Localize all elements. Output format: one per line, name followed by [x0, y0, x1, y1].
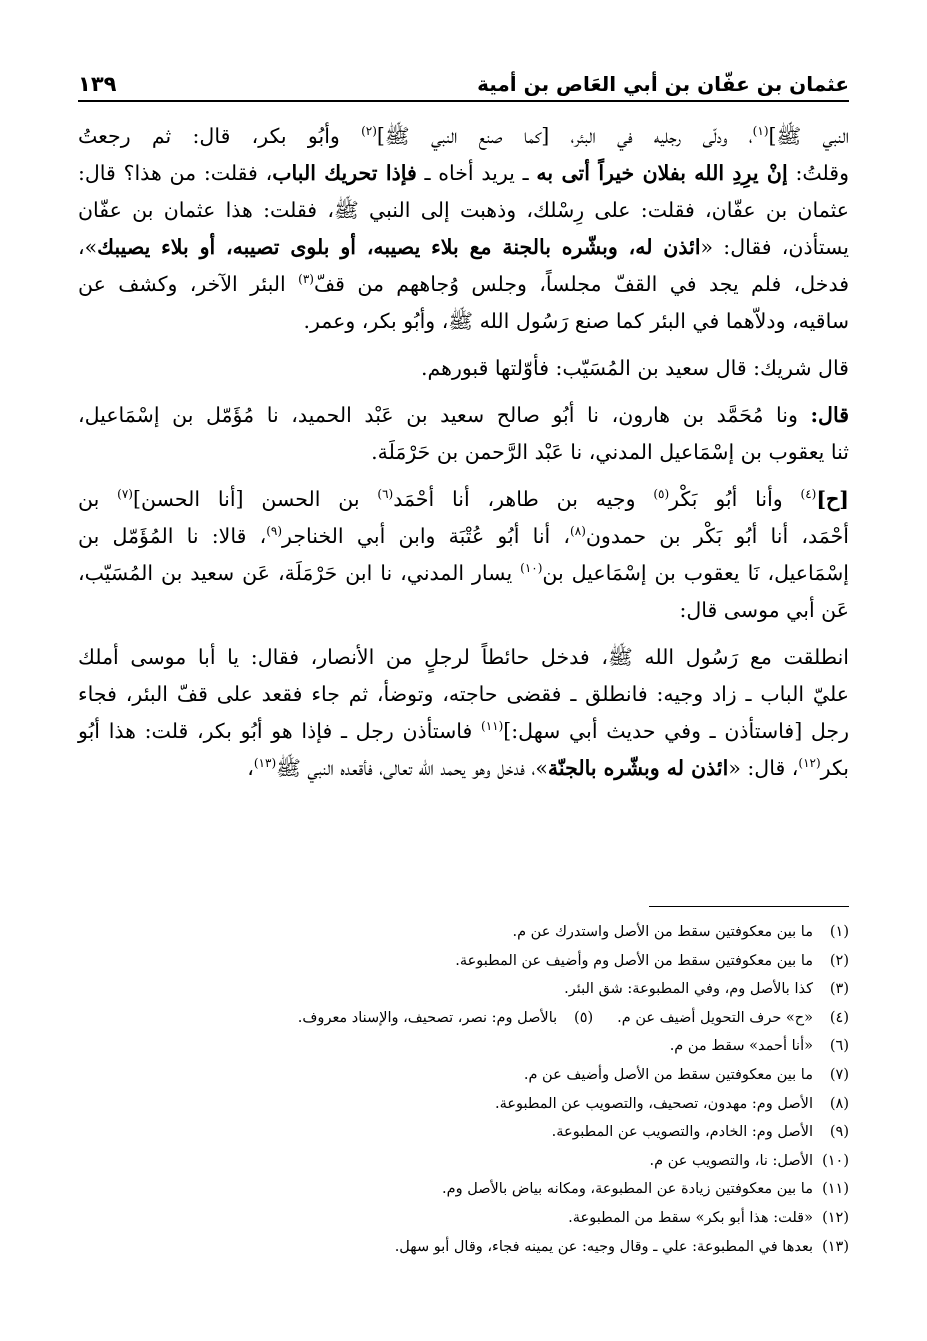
text-segment: ونا مُحَمَّد بن هارون، نا أبُو صالح سعيد بن عَبْد الحميد، نا مُؤَمّل بن إسْمَاعيل، [78, 403, 811, 427]
footnote-ref: (١) [752, 124, 769, 139]
footnote [78, 1204, 849, 1233]
footnote [78, 1032, 849, 1061]
footnotes [78, 918, 849, 1261]
footnote-text: الأصل: نا، والتصويب عن م. [649, 1152, 813, 1169]
footnote-number: (٤) [829, 1009, 849, 1026]
footnote-number: (٢) [829, 952, 849, 969]
footnote-number: (١٠) [822, 1152, 849, 1169]
text-segment: يستأذن، فقال: « [700, 235, 849, 259]
paragraph [78, 481, 849, 629]
footnote-number: (٩) [829, 1124, 849, 1141]
text-segment: ، ودلّى رجليه في البئر، [كما صنع النبي ﷺ] [376, 124, 753, 148]
text-line [78, 350, 849, 387]
footnote-number: (١١) [822, 1181, 849, 1198]
text-segment: ، قال: « [728, 756, 799, 780]
footnote-ref: (٤) [800, 487, 817, 502]
footnote [78, 1147, 849, 1176]
footnote-number: (٧) [829, 1066, 849, 1083]
text-segment: ، [247, 756, 254, 780]
text-segment: يسار المدني، نا ابن حَرْمَلَة، عَن سعيد بن المُسَيّب، [78, 561, 521, 585]
footnote-text: «ح» حرف التحويل أضيف عن م. [617, 1009, 813, 1026]
text-segment: رجل [فاستأذن ـ وفي حديث أبي سهل:] [503, 719, 849, 743]
text-segment: البئر الآخر، وكشف عن [78, 272, 299, 296]
main-text [78, 118, 849, 797]
paragraph [78, 350, 849, 387]
text-line [78, 555, 849, 592]
text-line [78, 676, 849, 713]
text-line [78, 266, 849, 303]
footnote-ref: (١٣) [253, 756, 277, 771]
chapter-title: عثمان بن عفّان بن أبي العَاص بن أمية [477, 72, 849, 96]
text-segment: بن الحسن [أنا الحسن] [132, 487, 378, 511]
footnote [78, 1233, 849, 1262]
footnote-ref: (١١) [481, 719, 504, 734]
text-segment: ثنا يعقوب بن إسْمَاعيل المدني، نا عَبْد الرَّحمن بن حَرْمَلَة. [371, 440, 849, 464]
text-segment: بكر [820, 756, 849, 780]
footnote-number: (٣) [829, 981, 849, 998]
text-line [78, 518, 849, 555]
footnote-text: ما بين معكوفتين سقط من الأصل وم وأضيف عن المطبوعة. [455, 952, 813, 969]
text-line [78, 639, 849, 676]
text-segment: إسْمَاعيل، نَا يعقوب بن إسْمَاعيل بن [542, 561, 849, 585]
text-line [78, 592, 849, 629]
text-segment: ، قالا: نا المُؤَمّل بن [78, 524, 267, 548]
page-number: ١٣٩ [78, 72, 117, 96]
text-segment: [ح] [816, 487, 849, 511]
footnote-text: بعدها في المطبوعة: علي ـ وقال وجيه: عن يمينه فجاء، وقال أبو سهل. [394, 1238, 813, 1255]
text-segment: وأبُو بكر، قال: ثم رجعتُ [78, 124, 362, 148]
footnote-separator [649, 906, 849, 907]
footnote-number: (٦) [829, 1038, 849, 1055]
text-line [78, 434, 849, 471]
text-line [78, 155, 849, 192]
text-segment: عليّ الباب ـ زاد وجيه: فانطلق ـ فقضى حاجته، وتوضأ، ثم جاء فقعد على قفّ البئر، فجاء [78, 682, 849, 706]
footnote-number: (١٢) [822, 1209, 849, 1226]
footnote-text: «قلت: هذا أبو بكر» سقط من المطبوعة. [568, 1209, 813, 1226]
footnote-ref: (١٠) [520, 561, 543, 576]
text-line [78, 397, 849, 434]
footnote [78, 1175, 849, 1204]
footnote-ref: (٣) [298, 272, 314, 287]
footnote [78, 1004, 849, 1033]
text-line [78, 713, 849, 750]
text-segment: ـ يريد أخاه ـ [416, 161, 537, 185]
footnote [78, 918, 849, 947]
footnote-number: (١٣) [822, 1238, 849, 1255]
footnote-ref: (٥) [653, 487, 670, 502]
footnote-number: (٨) [829, 1095, 849, 1112]
footnote-text: ما بين معكوفتين زيادة عن المطبوعة، ومكانه بياض بالأصل وم. [442, 1181, 813, 1198]
footnote [78, 975, 849, 1004]
footnote [78, 947, 849, 976]
footnote-text: كذا بالأصل وم، وفي المطبوعة: شق البئر. [564, 981, 813, 998]
footnote-ref: (٩) [266, 524, 283, 539]
footnote-text: الأصل وم: مهدون، تصحيف، والتصويب عن المطبوعة. [494, 1095, 813, 1112]
text-segment: ، فقلت: من هذا؟ قال: [78, 161, 273, 185]
footnote-text: بالأصل وم: نصر، تصحيف، والإسناد معروف. [297, 1009, 558, 1026]
footnote-ref: (٢) [361, 124, 377, 139]
running-head [78, 60, 849, 102]
footnote-number: (١) [829, 924, 849, 940]
text-line [78, 303, 849, 340]
text-line [78, 192, 849, 229]
text-segment: وقلتُ: [787, 161, 849, 185]
text-segment: »، فدخل وهو يحمد الله تعالى، فأقعده النبي ﷺ [276, 756, 548, 780]
footnote-text: ما بين معكوفتين سقط من الأصل وأضيف عن م. [523, 1066, 813, 1083]
footnote-ref: (١٢) [798, 756, 821, 771]
text-segment: عَن أبي موسى قال: [679, 598, 849, 622]
text-segment: قال: [810, 403, 849, 427]
paragraph [78, 397, 849, 471]
text-segment: قال شريك: قال سعيد بن المُسَيّب: فأوّلتها قبورهم. [420, 356, 849, 380]
text-segment: أحْمَد، أنا أبُو بَكْر بن حمدون [585, 524, 849, 548]
footnote-ref: (٦) [377, 487, 394, 502]
text-segment: عثمان بن عفّان، فقلت: على رِسْلك، وذهبت إلى النبي ﷺ، فقلت: هذا عثمان بن عفّان [78, 198, 849, 222]
text-line [78, 118, 849, 155]
text-segment: النبي ﷺ] [768, 124, 849, 148]
text-segment: »، [78, 235, 98, 259]
text-segment: وأنا أبُو بَكْر [669, 487, 801, 511]
footnote-text: ما بين معكوفتين سقط من الأصل واستدرك عن م. [512, 924, 813, 940]
footnote-text: «أنا أحمد» سقط من م. [669, 1038, 813, 1055]
text-segment: فاستأذن رجل ـ فإذا هو أبُو بكر، قلت: هذا أبُو [78, 719, 482, 743]
paragraph [78, 639, 849, 787]
text-segment: ائذن له وبشّره بالجنّة [547, 756, 729, 780]
text-segment: بن [78, 487, 118, 511]
text-line [78, 481, 849, 518]
footnote [78, 1090, 849, 1119]
text-segment: ساقيه، ودلاّهما في البئر كما صنع رَسُول الله ﷺ، وأبُو بكر، وعمر. [303, 309, 849, 333]
footnote-ref: (٧) [117, 487, 133, 502]
paragraph [78, 118, 849, 340]
text-segment: إنْ يرِدِ الله بفلان خيراً أتى به [536, 161, 788, 185]
text-line [78, 229, 849, 266]
footnote-number: (٥) [574, 1009, 594, 1026]
footnote [78, 1118, 849, 1147]
text-segment: فإذا تحريك الباب [272, 161, 417, 185]
text-segment: ائذن له، وبشّره بالجنة مع بلاء يصيبه، أو بلوى تصيبه، أو بلاء يصيبك [97, 235, 701, 259]
text-segment: وجيه بن طاهر، أنا أحْمَد [393, 487, 654, 511]
text-segment: ، أنا أبُو عُتْبَة وابن أبي الخناجر [282, 524, 571, 548]
footnote [78, 1061, 849, 1090]
text-line [78, 750, 849, 787]
text-segment: فدخل، فلم يجد في القفّ مجلساً، وجلس وُجاههم من قفّ [313, 272, 850, 296]
footnote-ref: (٨) [570, 524, 586, 539]
footnote-text: الأصل وم: الخادم، والتصويب عن المطبوعة. [551, 1124, 813, 1141]
text-segment: انطلقت مع رَسُول الله ﷺ، فدخل حائطاً لرجلٍ من الأنصار، فقال: يا أبا موسى أملك [78, 645, 849, 669]
